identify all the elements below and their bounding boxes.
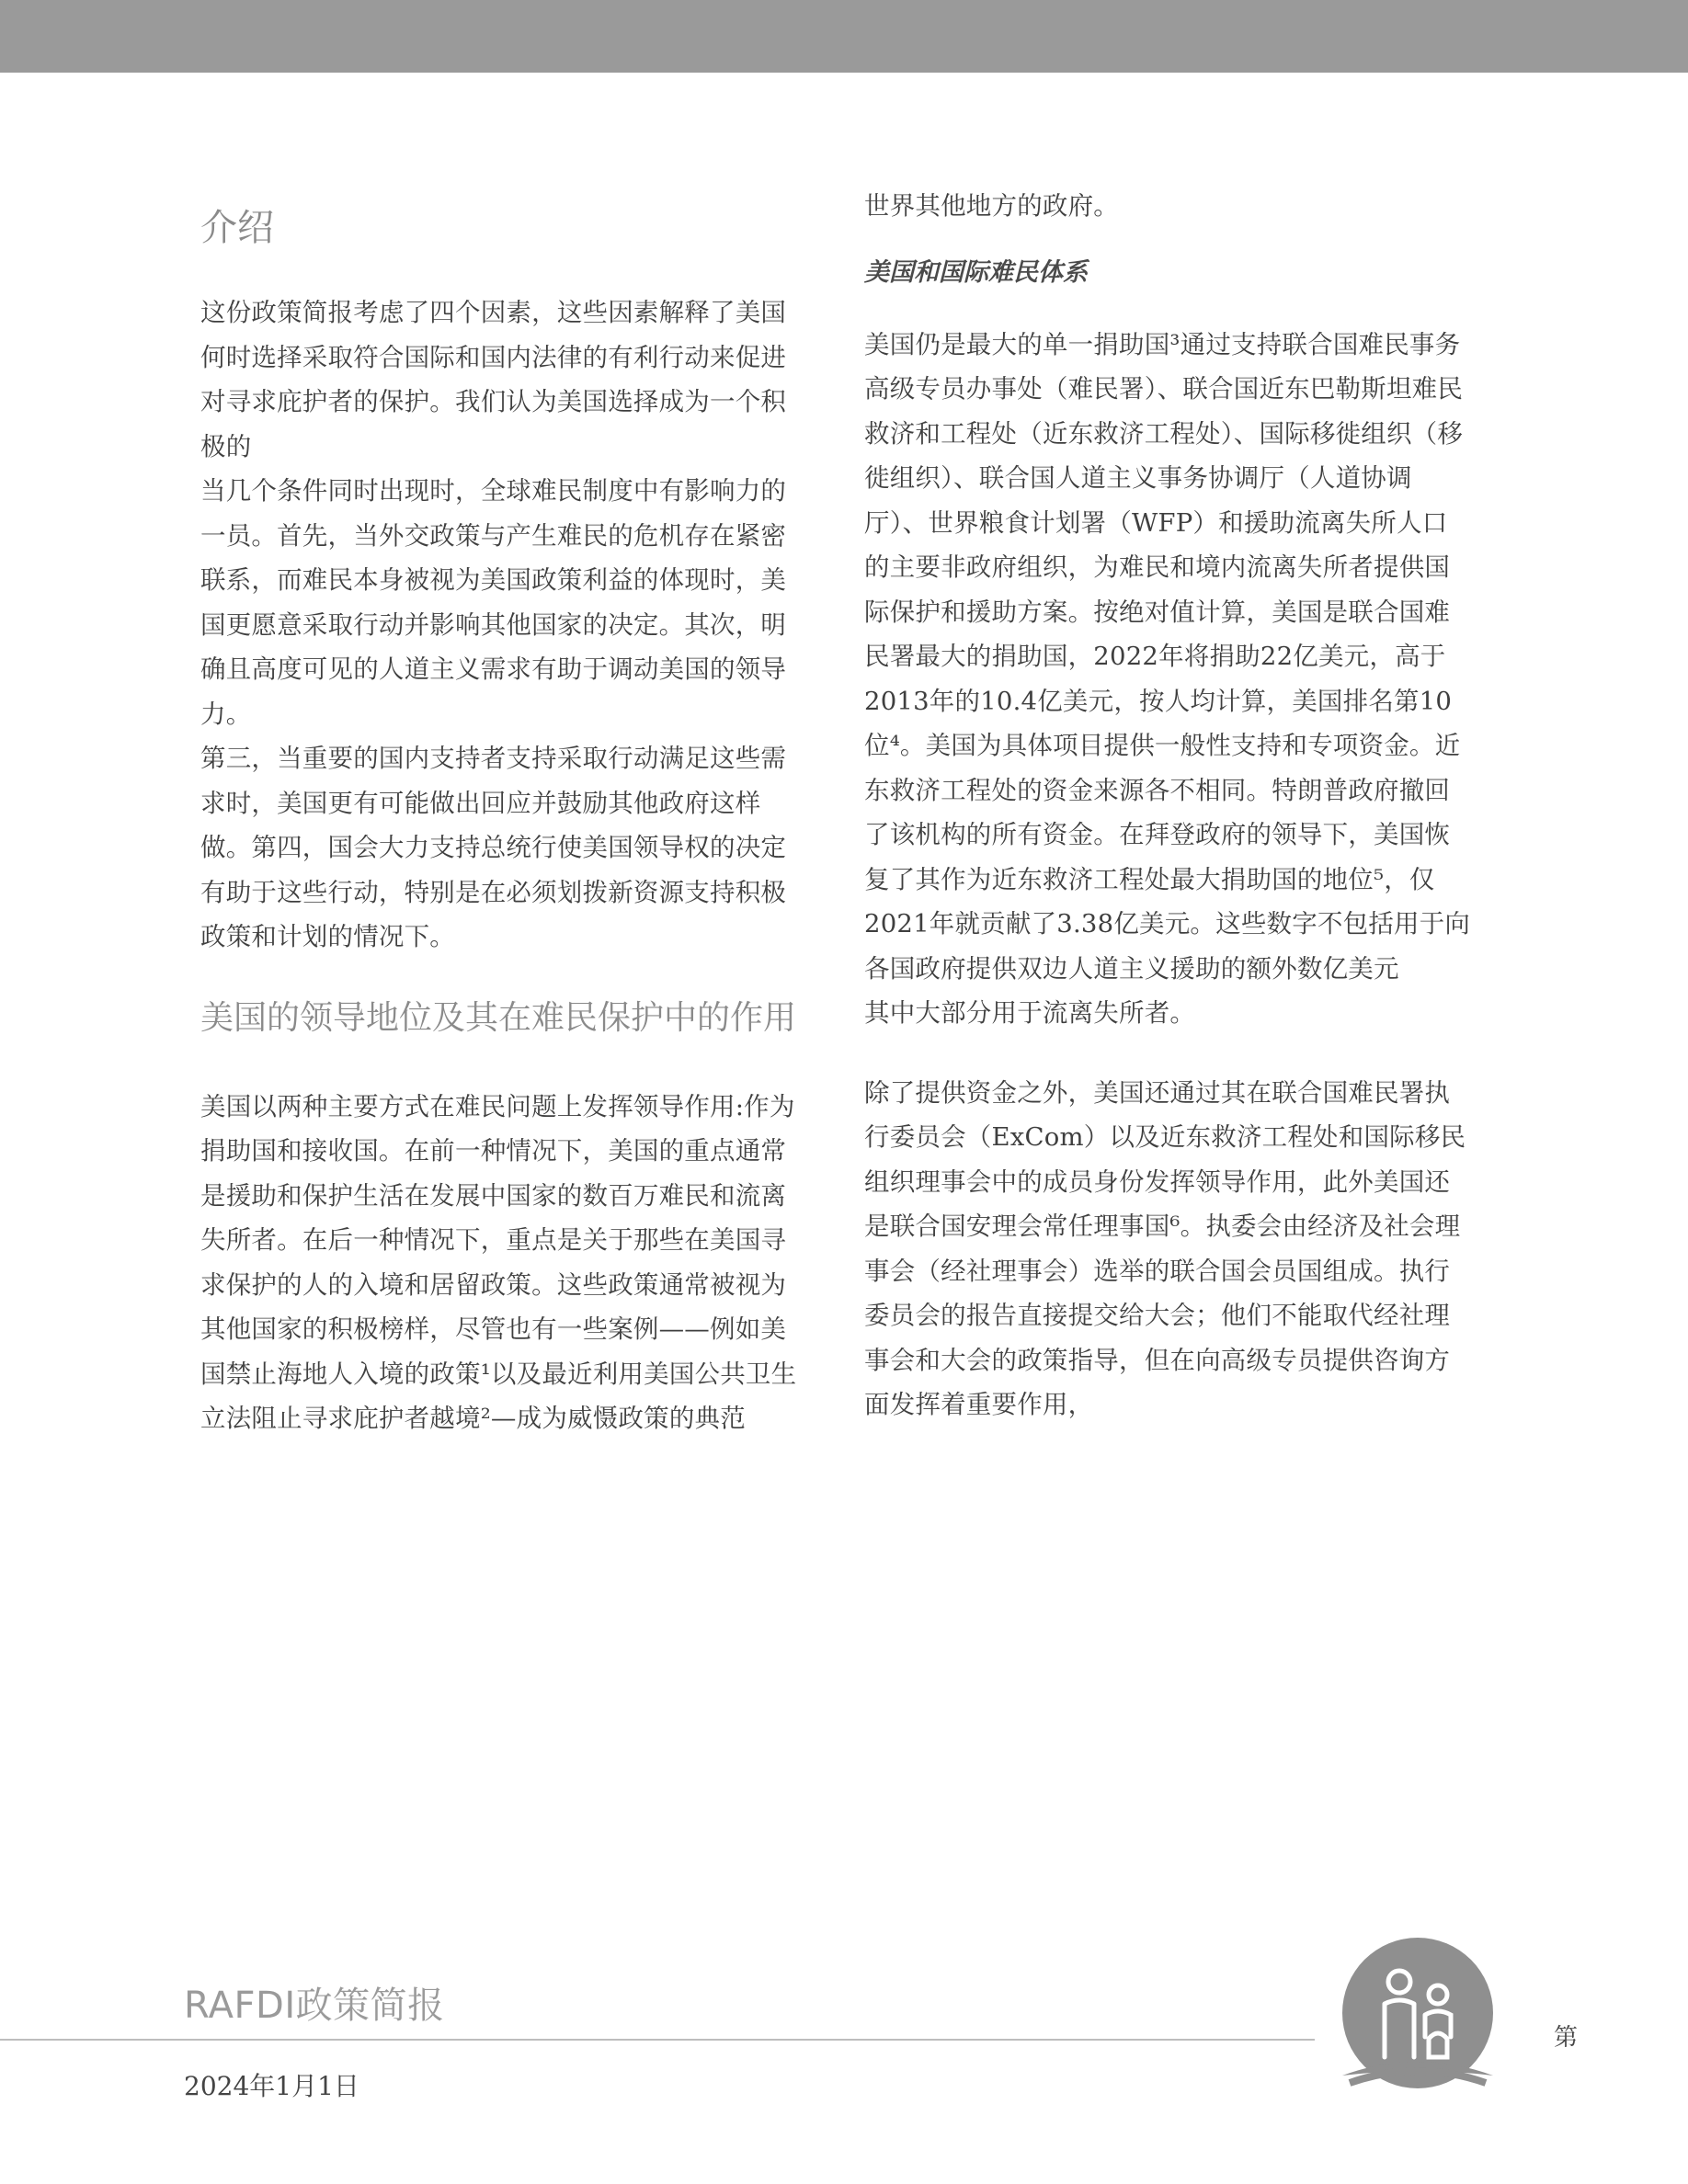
family-logo-icon <box>1335 1938 1500 2103</box>
top-banner <box>0 0 1688 73</box>
footer-divider <box>0 2039 1315 2041</box>
footer-title: RAFDI政策简报 <box>184 1985 445 2027</box>
intro-paragraph-1: 这份政策简报考虑了四个因素，这些因素解释了美国何时选择采取符合国际和国内法律的有利行动来促进对寻求庇护者的保护。我们认为美国选择成为一个积极的 <box>200 298 787 461</box>
donor-paragraph-tail: 其中大部分用于流离失所者。 <box>864 998 1196 1028</box>
role-heading: 美国的领导地位及其在难民保护中的作用 <box>200 998 797 1037</box>
footer-date: 2024年1月1日 <box>184 2071 359 2101</box>
system-subheading: 美国和国际难民体系 <box>864 257 1088 287</box>
page-number-label: 第 <box>1554 2024 1579 2052</box>
continuation-paragraph: 世界其他地方的政府。 <box>864 191 1119 221</box>
donor-paragraph: 美国仍是最大的单一捐助国³通过支持联合国难民事务高级专员办事处（难民署）、联合国近东巴勒斯坦难民救济和工程处（近东救济工程处）、国际移徙组织（移徙组织）、联合国人道主义事务协调厅（人道协调厅）、世界粮食计划署（WFP）和援助流离失所人口的主要非政府组织，为难民和境内流离失所者提供国际保护和援助方案。按绝对值计算，美国是联合国难民署最大的捐助国，2022年将捐助22亿美元，高于2013年的10.4亿美元，按人均计算，美国排名第10位⁴。美国为具体项目提供一般性支持和专项资金。近东救济工程处的资金来源各不相同。特朗普政府撤回了该机构的所有资金。在拜登政府的领导下，美国恢复了其作为近东救济工程处最大捐助国的地位⁵，仅2021年就贡献了3.38亿美元。这些数字不包括用于向各国政府提供双边人道主义援助的额外数亿美元 <box>864 329 1471 984</box>
intro-paragraph-2: 当几个条件同时出现时，全球难民制度中有影响力的一员。首先，当外交政策与产生难民的危机存在紧密联系，而难民本身被视为美国政策利益的体现时，美国更愿意采取行动并影响其他国家的决定。其次，明确且高度可见的人道主义需求有助于调动美国的领导力。 <box>200 476 787 729</box>
excom-paragraph: 除了提供资金之外，美国还通过其在联合国难民署执行委员会（ExCom）以及近东救济工程处和国际移民组织理事会中的成员身份发挥领导作用，此外美国还是联合国安理会常任理事国⁶。执委会由经济及社会理事会（经社理事会）选举的联合国会员国组成。执行委员会的报告直接提交给大会；他们不能取代经社理事会和大会的政策指导，但在向高级专员提供咨询方面发挥着重要作用， <box>864 1077 1466 1419</box>
right-column <box>864 184 1471 1428</box>
left-column <box>200 184 807 1441</box>
intro-heading: 介绍 <box>200 207 274 249</box>
role-paragraph: 美国以两种主要方式在难民问题上发挥领导作用:作为捐助国和接收国。在前一种情况下，美国的重点通常是援助和保护生活在发展中国家的数百万难民和流离失所者。在后一种情况下，重点是关于那些在美国寻求保护的人的入境和居留政策。这些政策通常被视为其他国家的积极榜样，尽管也有一些案例——例如美国禁止海地人入境的政策¹以及最近利用美国公共卫生立法阻止寻求庇护者越境²—成为威慑政策的典范 <box>200 1091 797 1433</box>
intro-paragraph-3: 第三，当重要的国内支持者支持采取行动满足这些需求时，美国更有可能做出回应并鼓励其他政府这样做。第四，国会大力支持总统行使美国领导权的决定有助于这些行动，特别是在必须划拨新资源支持积极政策和计划的情况下。 <box>200 744 787 951</box>
